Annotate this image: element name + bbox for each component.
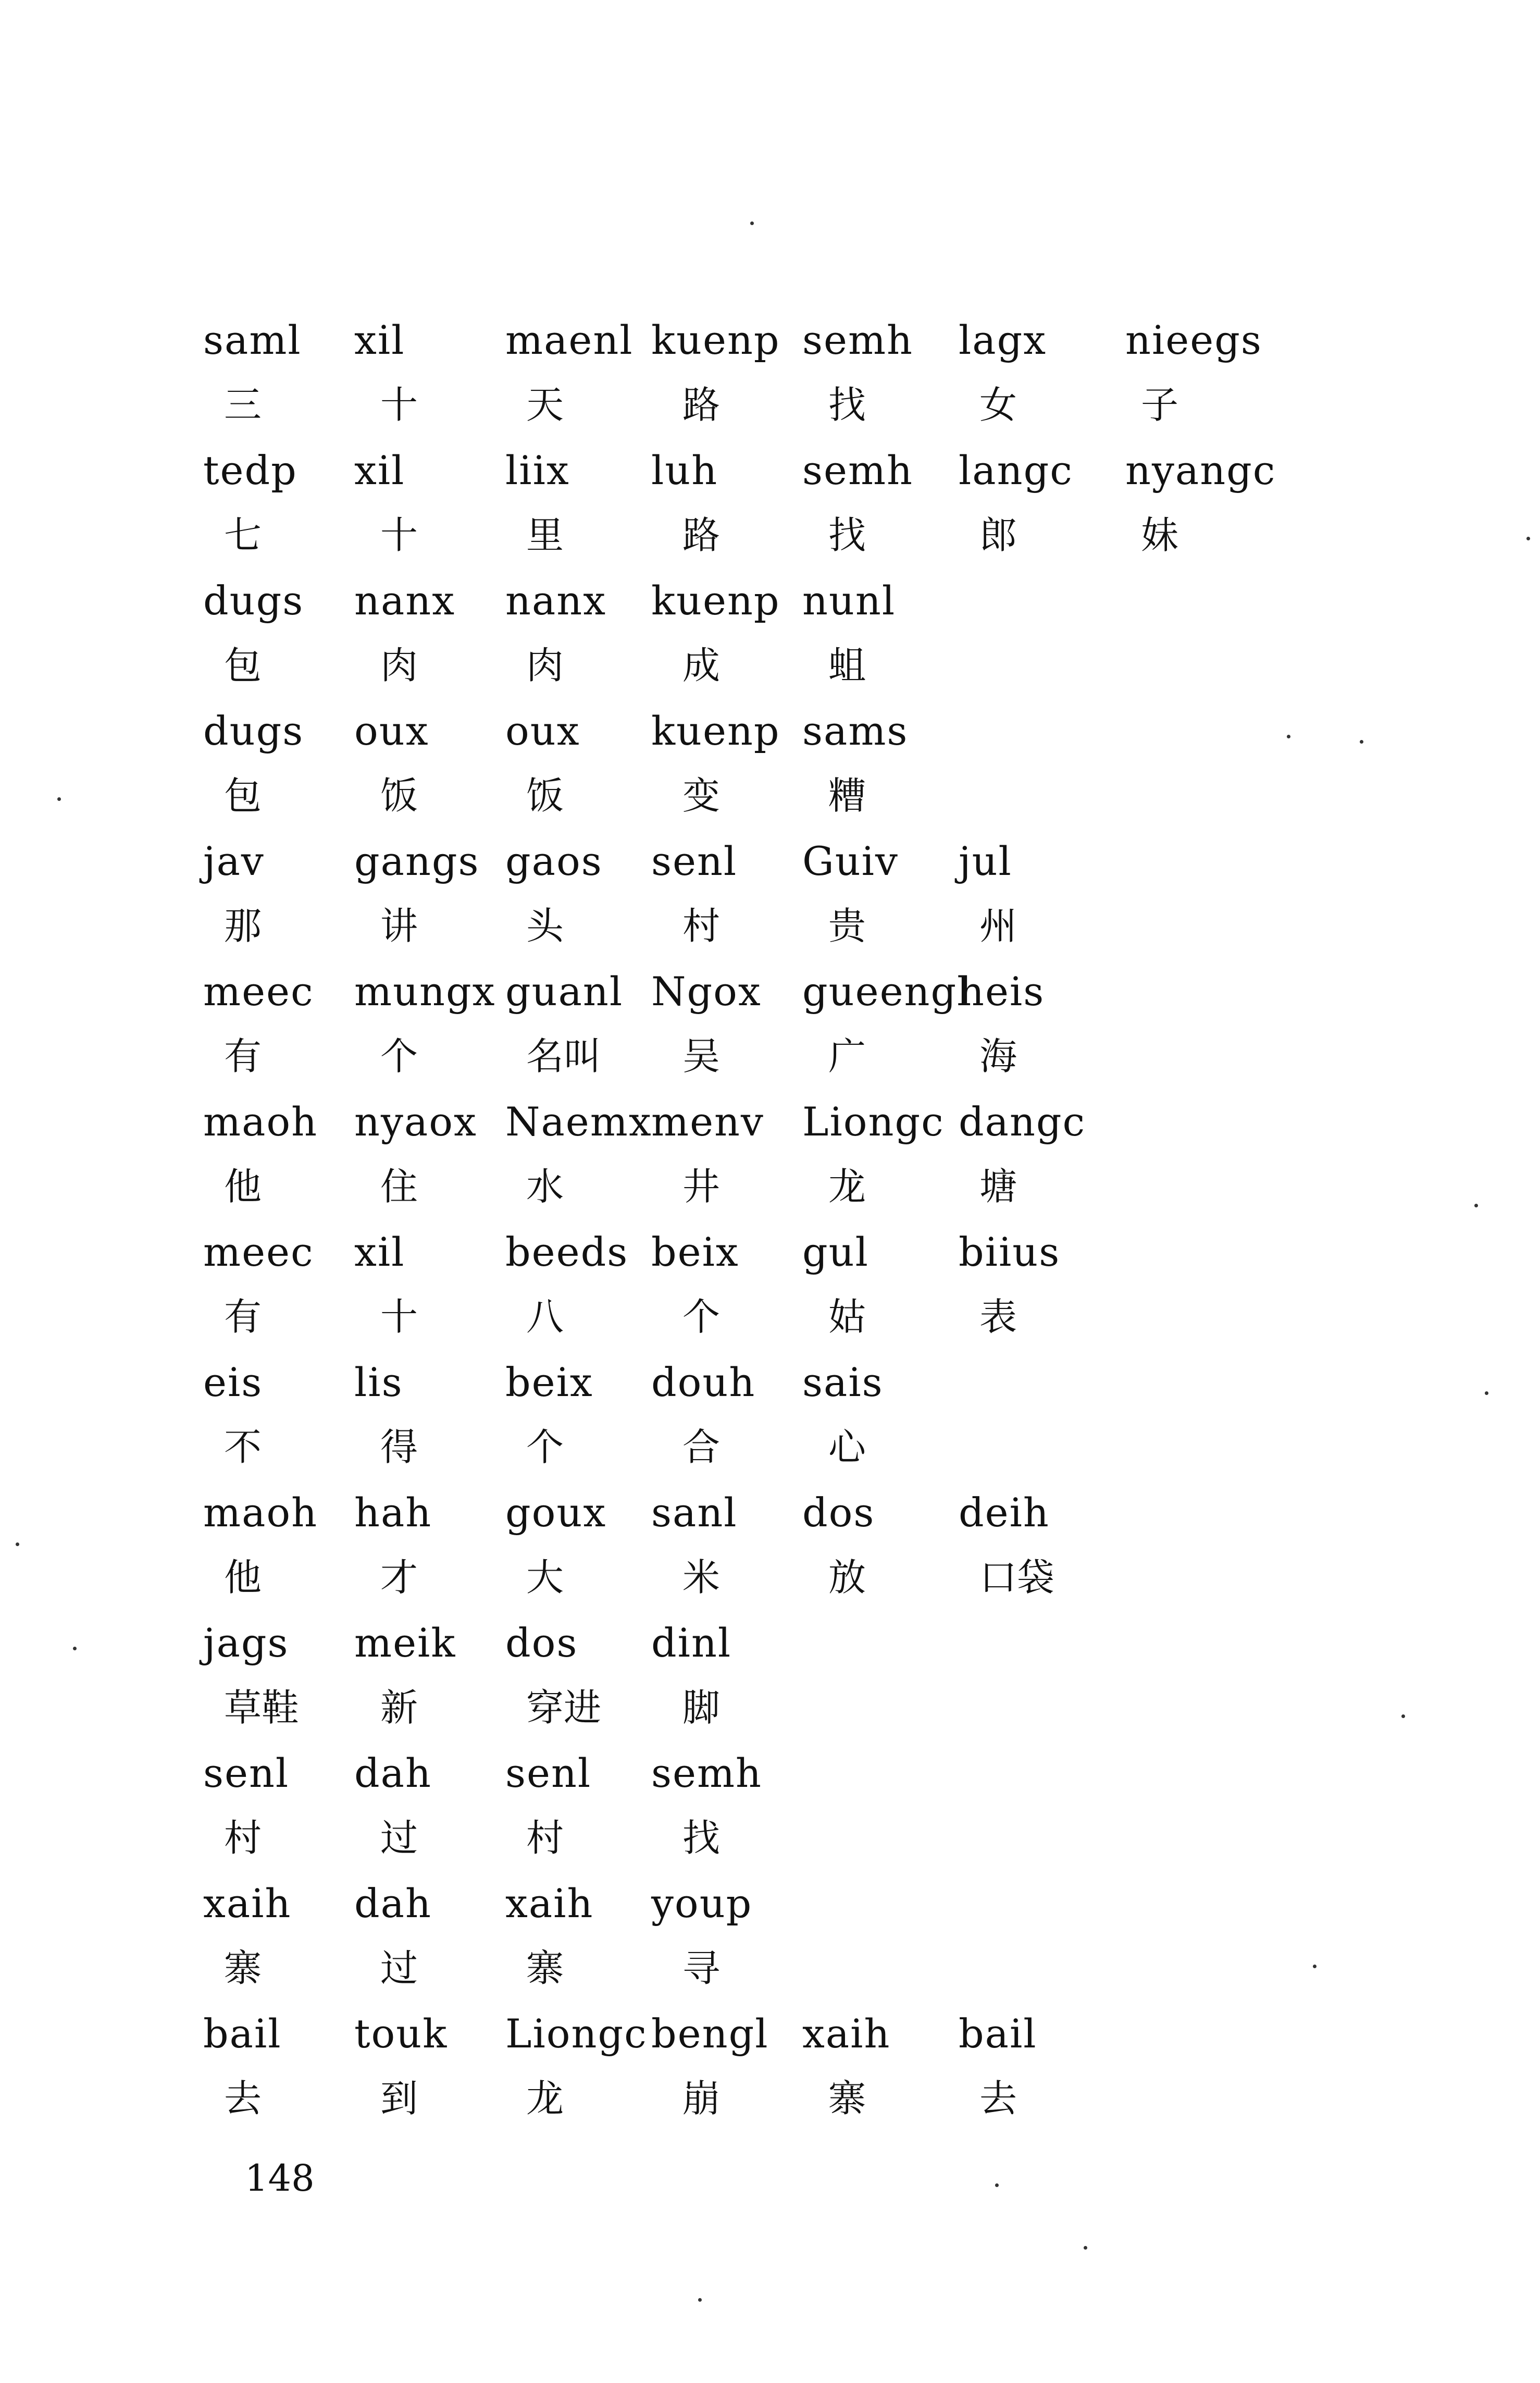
- dong-word: dah: [354, 1880, 432, 1927]
- chinese-word: 广: [828, 1034, 866, 1078]
- chinese-word: 去: [979, 2077, 1017, 2120]
- chinese-word: 水: [526, 1165, 564, 1208]
- dong-word: kuenp: [651, 708, 780, 754]
- dong-word: nanx: [505, 577, 607, 624]
- dong-word: menv: [651, 1098, 764, 1145]
- dong-word: meik: [354, 1620, 456, 1666]
- dong-word: hah: [354, 1489, 432, 1536]
- dong-word: gaos: [505, 838, 603, 884]
- chinese-gloss-line: [203, 894, 1349, 959]
- dong-word: luh: [651, 447, 718, 493]
- dong-word: xil: [354, 1229, 405, 1275]
- chinese-word: 包: [224, 774, 262, 818]
- scan-speck: [995, 2183, 999, 2187]
- dong-word: goux: [505, 1489, 607, 1536]
- page-number: 148: [245, 2157, 315, 2200]
- dong-text-line: [203, 2001, 1349, 2066]
- dong-text-line: [203, 829, 1349, 894]
- dong-word: liix: [505, 447, 570, 493]
- chinese-word: 路: [682, 383, 721, 427]
- dong-word: deih: [959, 1489, 1050, 1536]
- dong-word: dos: [505, 1620, 578, 1666]
- dong-word: saml: [203, 317, 302, 363]
- dong-word: Guiv: [802, 838, 899, 884]
- dong-text-line: [203, 1610, 1349, 1675]
- chinese-word: 到: [380, 2077, 418, 2120]
- chinese-gloss-line: [203, 1415, 1349, 1480]
- chinese-word: 崩: [682, 2077, 721, 2120]
- dong-word: beix: [651, 1229, 739, 1275]
- chinese-word: 女: [979, 383, 1017, 427]
- dong-word: meec: [203, 968, 314, 1015]
- chinese-word: 子: [1141, 383, 1179, 427]
- chinese-word: 村: [526, 1816, 564, 1860]
- scan-speck: [1360, 740, 1363, 744]
- chinese-word: 妹: [1141, 513, 1179, 557]
- dong-word: bengl: [651, 2010, 769, 2057]
- chinese-word: 有: [224, 1034, 262, 1078]
- dong-word: xaih: [802, 2010, 891, 2057]
- chinese-word: 个: [682, 1295, 721, 1339]
- dong-word: nanx: [354, 577, 456, 624]
- chinese-word: 他: [224, 1165, 262, 1208]
- scan-speck: [1526, 537, 1530, 540]
- chinese-word: 塘: [979, 1165, 1017, 1208]
- dong-word: senl: [203, 1750, 290, 1796]
- scan-speck: [750, 221, 754, 225]
- chinese-word: 井: [682, 1165, 721, 1208]
- dong-word: beix: [505, 1359, 593, 1405]
- chinese-word: 三: [224, 383, 262, 427]
- chinese-word: 七: [224, 513, 262, 557]
- dong-word: dos: [802, 1489, 875, 1536]
- dong-word: xaih: [203, 1880, 292, 1927]
- scan-speck: [1401, 1714, 1405, 1718]
- dong-word: dangc: [959, 1098, 1086, 1145]
- dong-word: guanl: [505, 968, 624, 1015]
- dong-word: bail: [959, 2010, 1037, 2057]
- dong-word: jav: [203, 838, 265, 884]
- dong-word: xaih: [505, 1880, 594, 1927]
- dong-word: dah: [354, 1750, 432, 1796]
- chinese-gloss-line: [203, 1024, 1349, 1089]
- chinese-word: 过: [380, 1816, 418, 1860]
- dong-text-line: [203, 568, 1349, 633]
- scan-speck: [1084, 2246, 1087, 2250]
- chinese-word: 个: [380, 1034, 418, 1078]
- scan-speck: [1485, 1391, 1488, 1395]
- chinese-word: 村: [224, 1816, 262, 1860]
- dong-text-line: [203, 1219, 1349, 1285]
- chinese-word: 姑: [828, 1295, 866, 1339]
- chinese-word: 州: [979, 904, 1017, 948]
- dong-word: eis: [203, 1359, 263, 1405]
- dong-word: tedp: [203, 447, 297, 493]
- dong-word: semh: [802, 317, 913, 363]
- chinese-word: 十: [380, 1295, 418, 1339]
- chinese-word: 脚: [682, 1686, 721, 1730]
- chinese-word: 包: [224, 644, 262, 687]
- chinese-gloss-line: [203, 1936, 1349, 2001]
- dong-word: dugs: [203, 577, 304, 624]
- dong-word: nieegs: [1125, 317, 1262, 363]
- chinese-word: 十: [380, 513, 418, 557]
- bilingual-verse: [203, 307, 1349, 2131]
- chinese-gloss-line: [203, 763, 1349, 829]
- chinese-word: 口袋: [979, 1555, 1055, 1599]
- dong-word: douh: [651, 1359, 756, 1405]
- chinese-word: 蛆: [828, 644, 866, 687]
- dong-word: semh: [802, 447, 913, 493]
- chinese-word: 寨: [828, 2077, 866, 2120]
- dong-word: Liongc: [802, 1098, 945, 1145]
- chinese-word: 天: [526, 383, 564, 427]
- dong-word: oux: [505, 708, 580, 754]
- chinese-word: 饭: [380, 774, 418, 818]
- dong-text-line: [203, 1089, 1349, 1154]
- dong-text-line: [203, 959, 1349, 1024]
- dong-text-line: [203, 1740, 1349, 1806]
- dong-word: langc: [959, 447, 1073, 493]
- dong-word: gueengl: [802, 968, 971, 1015]
- dong-word: beeds: [505, 1229, 629, 1275]
- chinese-word: 里: [526, 513, 564, 557]
- chinese-word: 头: [526, 904, 564, 948]
- dong-word: maoh: [203, 1489, 318, 1536]
- scan-speck: [698, 2298, 702, 2302]
- chinese-gloss-line: [203, 373, 1349, 438]
- dong-word: kuenp: [651, 577, 780, 624]
- chinese-word: 肉: [380, 644, 418, 687]
- dong-word: lis: [354, 1359, 403, 1405]
- chinese-gloss-line: [203, 1154, 1349, 1219]
- chinese-word: 讲: [380, 904, 418, 948]
- chinese-word: 变: [682, 774, 721, 818]
- chinese-word: 八: [526, 1295, 564, 1339]
- chinese-word: 心: [828, 1425, 866, 1469]
- scan-speck: [1474, 1204, 1478, 1207]
- chinese-word: 去: [224, 2077, 262, 2120]
- chinese-word: 郎: [979, 513, 1017, 557]
- chinese-word: 名叫: [526, 1034, 602, 1078]
- chinese-gloss-line: [203, 1545, 1349, 1610]
- dong-text-line: [203, 1350, 1349, 1415]
- dong-word: maenl: [505, 317, 634, 363]
- dong-word: senl: [505, 1750, 592, 1796]
- dong-text-line: [203, 438, 1349, 503]
- chinese-word: 大: [526, 1555, 564, 1599]
- chinese-word: 才: [380, 1555, 418, 1599]
- dong-word: nyangc: [1125, 447, 1276, 493]
- chinese-word: 合: [682, 1425, 721, 1469]
- chinese-word: 吴: [682, 1034, 721, 1078]
- chinese-word: 寨: [526, 1946, 564, 1990]
- chinese-word: 成: [682, 644, 721, 687]
- chinese-word: 穿进: [526, 1686, 602, 1730]
- chinese-word: 龙: [526, 2077, 564, 2120]
- chinese-word: 那: [224, 904, 262, 948]
- scan-speck: [1313, 1965, 1317, 1968]
- dong-word: biius: [959, 1229, 1061, 1275]
- dong-word: senl: [651, 838, 738, 884]
- dong-word: gul: [802, 1229, 869, 1275]
- chinese-word: 草鞋: [224, 1686, 300, 1730]
- chinese-word: 放: [828, 1555, 866, 1599]
- dong-word: lagx: [959, 317, 1047, 363]
- dong-word: Ngox: [651, 968, 762, 1015]
- dong-word: maoh: [203, 1098, 318, 1145]
- chinese-gloss-line: [203, 503, 1349, 568]
- chinese-word: 糟: [828, 774, 866, 818]
- dong-word: kuenp: [651, 317, 780, 363]
- dong-word: sanl: [651, 1489, 738, 1536]
- scan-speck: [1287, 735, 1290, 738]
- dong-word: touk: [354, 2010, 448, 2057]
- dong-word: mungx: [354, 968, 496, 1015]
- dong-word: youp: [651, 1880, 753, 1927]
- dong-word: sais: [802, 1359, 884, 1405]
- chinese-word: 寻: [682, 1946, 721, 1990]
- chinese-word: 贵: [828, 904, 866, 948]
- scan-speck: [16, 1542, 19, 1546]
- dong-word: bail: [203, 2010, 282, 2057]
- scan-speck: [57, 797, 61, 801]
- chinese-word: 十: [380, 383, 418, 427]
- dong-word: gangs: [354, 838, 480, 884]
- chinese-word: 米: [682, 1555, 721, 1599]
- dong-word: Naemx: [505, 1098, 652, 1145]
- chinese-gloss-line: [203, 633, 1349, 698]
- scan-speck: [73, 1647, 77, 1650]
- chinese-word: 海: [979, 1034, 1017, 1078]
- chinese-word: 有: [224, 1295, 262, 1339]
- dong-text-line: [203, 698, 1349, 763]
- dong-word: Liongc: [505, 2010, 648, 2057]
- chinese-word: 路: [682, 513, 721, 557]
- chinese-word: 不: [224, 1425, 262, 1469]
- chinese-word: 龙: [828, 1165, 866, 1208]
- chinese-word: 住: [380, 1165, 418, 1208]
- dong-text-line: [203, 1871, 1349, 1936]
- chinese-word: 个: [526, 1425, 564, 1469]
- dong-word: xil: [354, 447, 405, 493]
- chinese-word: 表: [979, 1295, 1017, 1339]
- chinese-gloss-line: [203, 1285, 1349, 1350]
- chinese-word: 肉: [526, 644, 564, 687]
- dong-word: dugs: [203, 708, 304, 754]
- chinese-word: 过: [380, 1946, 418, 1990]
- dong-word: heis: [959, 968, 1045, 1015]
- dong-word: nyaox: [354, 1098, 477, 1145]
- dong-text-line: [203, 1480, 1349, 1545]
- dong-word: oux: [354, 708, 429, 754]
- dong-word: jags: [203, 1620, 289, 1666]
- dong-word: xil: [354, 317, 405, 363]
- chinese-gloss-line: [203, 1675, 1349, 1740]
- dong-text-line: [203, 307, 1349, 373]
- chinese-word: 找: [682, 1816, 721, 1860]
- dong-word: sams: [802, 708, 909, 754]
- chinese-gloss-line: [203, 2066, 1349, 2131]
- dong-word: semh: [651, 1750, 762, 1796]
- chinese-word: 他: [224, 1555, 262, 1599]
- chinese-word: 新: [380, 1686, 418, 1730]
- chinese-word: 村: [682, 904, 721, 948]
- chinese-word: 得: [380, 1425, 418, 1469]
- chinese-word: 寨: [224, 1946, 262, 1990]
- dong-word: nunl: [802, 577, 896, 624]
- dong-word: jul: [959, 838, 1012, 884]
- chinese-word: 找: [828, 383, 866, 427]
- dong-word: meec: [203, 1229, 314, 1275]
- chinese-word: 找: [828, 513, 866, 557]
- chinese-gloss-line: [203, 1806, 1349, 1871]
- dong-word: dinl: [651, 1620, 732, 1666]
- chinese-word: 饭: [526, 774, 564, 818]
